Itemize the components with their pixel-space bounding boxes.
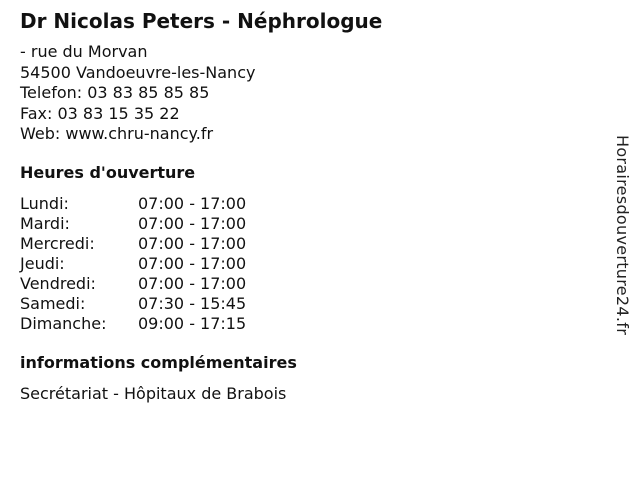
hours-day: Mardi:	[20, 214, 70, 233]
site-watermark: Horairesdouverture24.fr	[613, 135, 632, 336]
hours-time: 09:00 - 17:15	[138, 314, 247, 333]
hours-time: 07:00 - 17:00	[138, 214, 247, 233]
additional-info-text: Secrétariat - Hôpitaux de Brabois	[20, 384, 287, 403]
hours-time: 07:00 - 17:00	[138, 254, 247, 273]
hours-time: 07:00 - 17:00	[138, 274, 247, 293]
opening-hours-heading: Heures d'ouverture	[20, 163, 196, 182]
hours-day: Lundi:	[20, 194, 69, 213]
hours-time: 07:30 - 15:45	[138, 294, 247, 313]
hours-time: 07:00 - 17:00	[138, 234, 247, 253]
city-address: 54500 Vandoeuvre-les-Nancy	[20, 62, 256, 82]
hours-day: Vendredi:	[20, 274, 96, 293]
hours-day: Jeudi:	[20, 254, 65, 273]
hours-day: Dimanche:	[20, 314, 107, 333]
fax-number: Fax: 03 83 15 35 22	[20, 103, 180, 123]
hours-time: 07:00 - 17:00	[138, 194, 247, 213]
additional-info-heading: informations complémentaires	[20, 353, 297, 372]
street-address: - rue du Morvan	[20, 42, 148, 61]
phone-number: Telefon: 03 83 85 85 85	[20, 83, 210, 102]
page-title: Dr Nicolas Peters - Néphrologue	[20, 9, 383, 33]
address-block	[20, 42, 255, 145]
hours-day: Samedi:	[20, 294, 86, 313]
website: Web: www.chru-nancy.fr	[20, 124, 214, 143]
hours-day: Mercredi:	[20, 234, 95, 253]
